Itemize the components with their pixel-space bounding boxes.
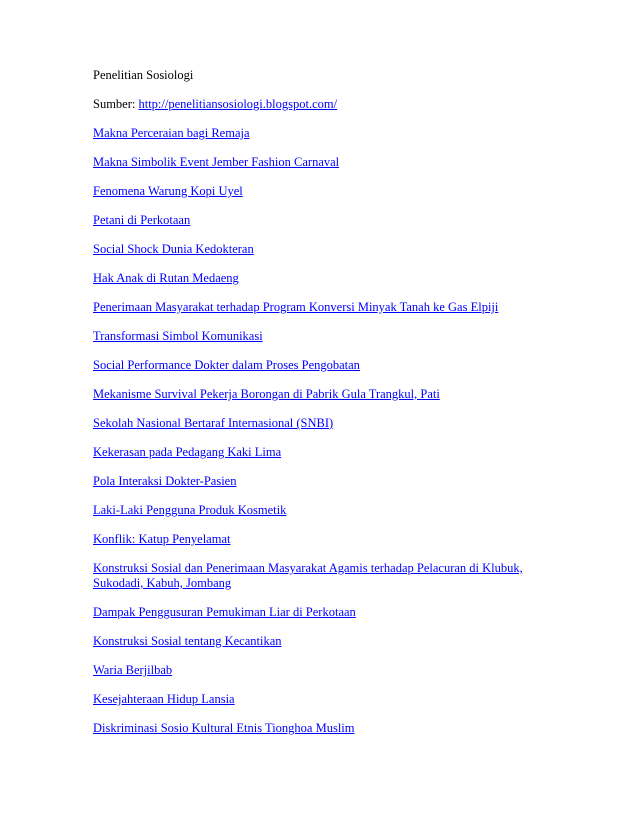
article-link[interactable]: Dampak Penggusuran Pemukiman Liar di Perkotaan xyxy=(93,605,356,619)
article-item xyxy=(93,387,543,402)
page-title: Penelitian Sosiologi xyxy=(93,68,194,82)
article-item xyxy=(93,358,543,373)
article-item xyxy=(93,663,543,678)
article-item xyxy=(93,721,543,736)
article-link[interactable]: Fenomena Warung Kopi Uyel xyxy=(93,184,243,198)
article-item xyxy=(93,474,543,489)
source-line xyxy=(93,97,543,112)
article-link[interactable]: Social Shock Dunia Kedokteran xyxy=(93,242,254,256)
article-item xyxy=(93,692,543,707)
article-link[interactable]: Transformasi Simbol Komunikasi xyxy=(93,329,263,343)
article-item xyxy=(93,561,543,591)
article-item xyxy=(93,445,543,460)
article-item xyxy=(93,532,543,547)
article-link[interactable]: Sekolah Nasional Bertaraf Internasional (SNBI) xyxy=(93,416,334,430)
article-item xyxy=(93,213,543,228)
article-link[interactable]: Petani di Perkotaan xyxy=(93,213,191,227)
article-link[interactable]: Penerimaan Masyarakat terhadap Program Konversi Minyak Tanah ke Gas Elpiji xyxy=(93,300,499,314)
article-link[interactable]: Kesejahteraan Hidup Lansia xyxy=(93,692,235,706)
article-link[interactable]: Social Performance Dokter dalam Proses Pengobatan xyxy=(93,358,360,372)
article-item xyxy=(93,126,543,141)
article-item xyxy=(93,184,543,199)
article-link[interactable]: Konstruksi Sosial tentang Kecantikan xyxy=(93,634,282,648)
document-page xyxy=(93,68,543,750)
source-label: Sumber: xyxy=(93,97,139,111)
article-item xyxy=(93,605,543,620)
article-link[interactable]: Kekerasan pada Pedagang Kaki Lima xyxy=(93,445,282,459)
article-item xyxy=(93,242,543,257)
article-link[interactable]: Diskriminasi Sosio Kultural Etnis Tionghoa Muslim xyxy=(93,721,355,735)
article-item xyxy=(93,329,543,344)
article-link[interactable]: Konstruksi Sosial dan Penerimaan Masyarakat Agamis terhadap Pelacuran di Klubuk, Sukodadi, Kabuh, Jombang xyxy=(93,561,523,590)
article-item xyxy=(93,503,543,518)
article-link[interactable]: Pola Interaksi Dokter-Pasien xyxy=(93,474,237,488)
article-item xyxy=(93,271,543,286)
article-list xyxy=(93,126,543,736)
article-item xyxy=(93,300,543,315)
article-link[interactable]: Makna Simbolik Event Jember Fashion Carnaval xyxy=(93,155,340,169)
article-link[interactable]: Makna Perceraian bagi Remaja xyxy=(93,126,250,140)
article-item xyxy=(93,416,543,431)
article-item xyxy=(93,155,543,170)
article-link[interactable]: Hak Anak di Rutan Medaeng xyxy=(93,271,239,285)
article-link[interactable]: Konflik: Katup Penyelamat xyxy=(93,532,231,546)
article-link[interactable]: Mekanisme Survival Pekerja Borongan di Pabrik Gula Trangkul, Pati xyxy=(93,387,440,401)
article-item xyxy=(93,634,543,649)
article-link[interactable]: Waria Berjilbab xyxy=(93,663,173,677)
source-link[interactable]: http://penelitiansosiologi.blogspot.com/ xyxy=(138,97,338,111)
article-link[interactable]: Laki-Laki Pengguna Produk Kosmetik xyxy=(93,503,287,517)
